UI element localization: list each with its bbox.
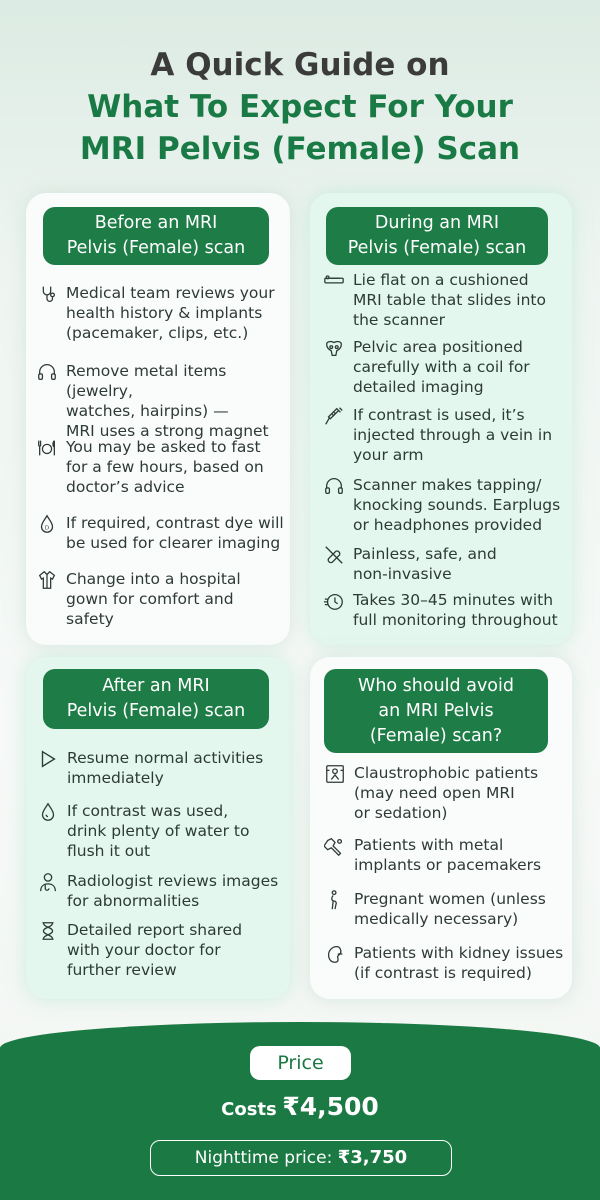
hourglass-icon	[37, 920, 59, 942]
during-item-text: Takes 30–45 minutes with full monitoring throughout	[353, 591, 558, 629]
before-item	[36, 437, 286, 497]
avoid-item	[324, 943, 569, 983]
implant-icon	[324, 835, 346, 857]
during-item	[323, 270, 568, 330]
drop-icon	[36, 513, 58, 535]
after-heading-line-1: After an MRI	[102, 676, 210, 696]
fork-plate-icon	[36, 437, 58, 459]
after-item	[37, 871, 287, 911]
after-heading	[43, 669, 269, 729]
timer-icon	[323, 590, 345, 612]
water-drop-icon	[37, 801, 59, 823]
headphones-icon	[36, 361, 58, 383]
during-heading	[326, 207, 548, 265]
doctor-icon	[37, 871, 59, 893]
avoid-heading-line-1: Who should avoid	[358, 675, 514, 696]
avoid-item-text: Patients with metal implants or pacemakers	[354, 836, 542, 874]
avoid-item	[324, 835, 569, 875]
before-item	[36, 513, 286, 553]
before-item-text: You may be asked to fast for a few hours, based on doctor’s advice	[66, 438, 264, 496]
costs-label: Costs	[221, 1099, 277, 1120]
during-item	[323, 590, 568, 630]
page-title	[0, 44, 600, 170]
before-heading-line-2: Pelvis (Female) scan	[66, 238, 246, 258]
title-line-3: MRI Pelvis (Female) Scan	[79, 131, 521, 167]
during-item-text: Painless, safe, and non-invasive	[353, 545, 497, 583]
avoid-item-text: Patients with kidney issues (if contrast is required)	[354, 944, 564, 982]
during-item-text: If contrast is used, it’s injected through a vein in your arm	[353, 406, 553, 464]
nighttime-label: Nighttime price:	[194, 1148, 333, 1168]
before-item-text: Change into a hospital gown for comfort and safety	[66, 570, 241, 628]
before-heading	[43, 207, 269, 265]
gown-icon	[36, 569, 58, 591]
after-item-text: Radiologist reviews images for abnormalities	[67, 872, 279, 910]
avoid-heading-line-2: an MRI Pelvis	[378, 700, 494, 721]
avoid-item	[324, 889, 569, 929]
during-item-text: Scanner makes tapping/ knocking sounds. Earplugs or headphones provided	[353, 476, 561, 534]
before-item-text: Medical team reviews your health history & implants (pacemaker, clips, etc.)	[66, 284, 275, 342]
claustrophobia-icon	[324, 763, 346, 785]
svg-text:D: D	[44, 525, 50, 532]
avoid-heading	[324, 669, 548, 753]
before-item-text: Remove metal items (jewelry, watches, hairpins) — MRI uses a strong magnet	[66, 362, 269, 440]
nighttime-price	[150, 1140, 452, 1176]
before-item	[36, 361, 288, 441]
title-line-1: A Quick Guide on	[150, 47, 450, 83]
after-item-text: Resume normal activities immediately	[67, 749, 264, 787]
during-item	[323, 405, 568, 465]
stethoscope-icon	[36, 283, 58, 305]
avoid-item	[324, 763, 569, 823]
before-heading-line-1: Before an MRI	[94, 213, 218, 233]
play-icon	[37, 748, 59, 770]
after-item	[37, 920, 287, 980]
no-pain-icon	[323, 544, 345, 566]
during-item	[323, 544, 568, 584]
price-label: Price	[250, 1046, 351, 1080]
during-heading-line-2: Pelvis (Female) scan	[347, 238, 527, 258]
before-item-text: If required, contrast dye will be used for clearer imaging	[66, 514, 284, 552]
during-item-text: Lie flat on a cushioned MRI table that slides into the scanner	[353, 271, 546, 329]
after-item-text: Detailed report shared with your doctor for further review	[67, 921, 243, 979]
after-item-text: If contrast was used, drink plenty of water to flush it out	[67, 802, 250, 860]
during-item	[323, 475, 568, 535]
after-item	[37, 748, 287, 788]
headphones-icon	[323, 475, 345, 497]
costs-line	[0, 1092, 600, 1121]
nighttime-amount: ₹3,750	[337, 1147, 408, 1168]
costs-amount: ₹4,500	[282, 1092, 379, 1121]
title-line-2: What To Expect For Your	[87, 89, 513, 125]
after-item	[37, 801, 287, 861]
before-item	[36, 569, 286, 629]
pelvis-icon	[323, 337, 345, 359]
avoid-item-text: Pregnant women (unless medically necessary)	[354, 890, 546, 928]
after-heading-line-2: Pelvis (Female) scan	[66, 701, 246, 721]
bed-icon	[323, 270, 345, 292]
avoid-item-text: Claustrophobic patients (may need open MRI or sedation)	[354, 764, 539, 822]
syringe-icon	[323, 405, 345, 427]
during-item	[323, 337, 568, 397]
pregnant-icon	[324, 889, 346, 911]
during-item-text: Pelvic area positioned carefully with a coil for detailed imaging	[353, 338, 530, 396]
kidney-icon	[324, 943, 346, 965]
during-heading-line-1: During an MRI	[374, 213, 500, 233]
before-item	[36, 283, 286, 343]
avoid-heading-line-3: (Female) scan?	[369, 725, 503, 746]
